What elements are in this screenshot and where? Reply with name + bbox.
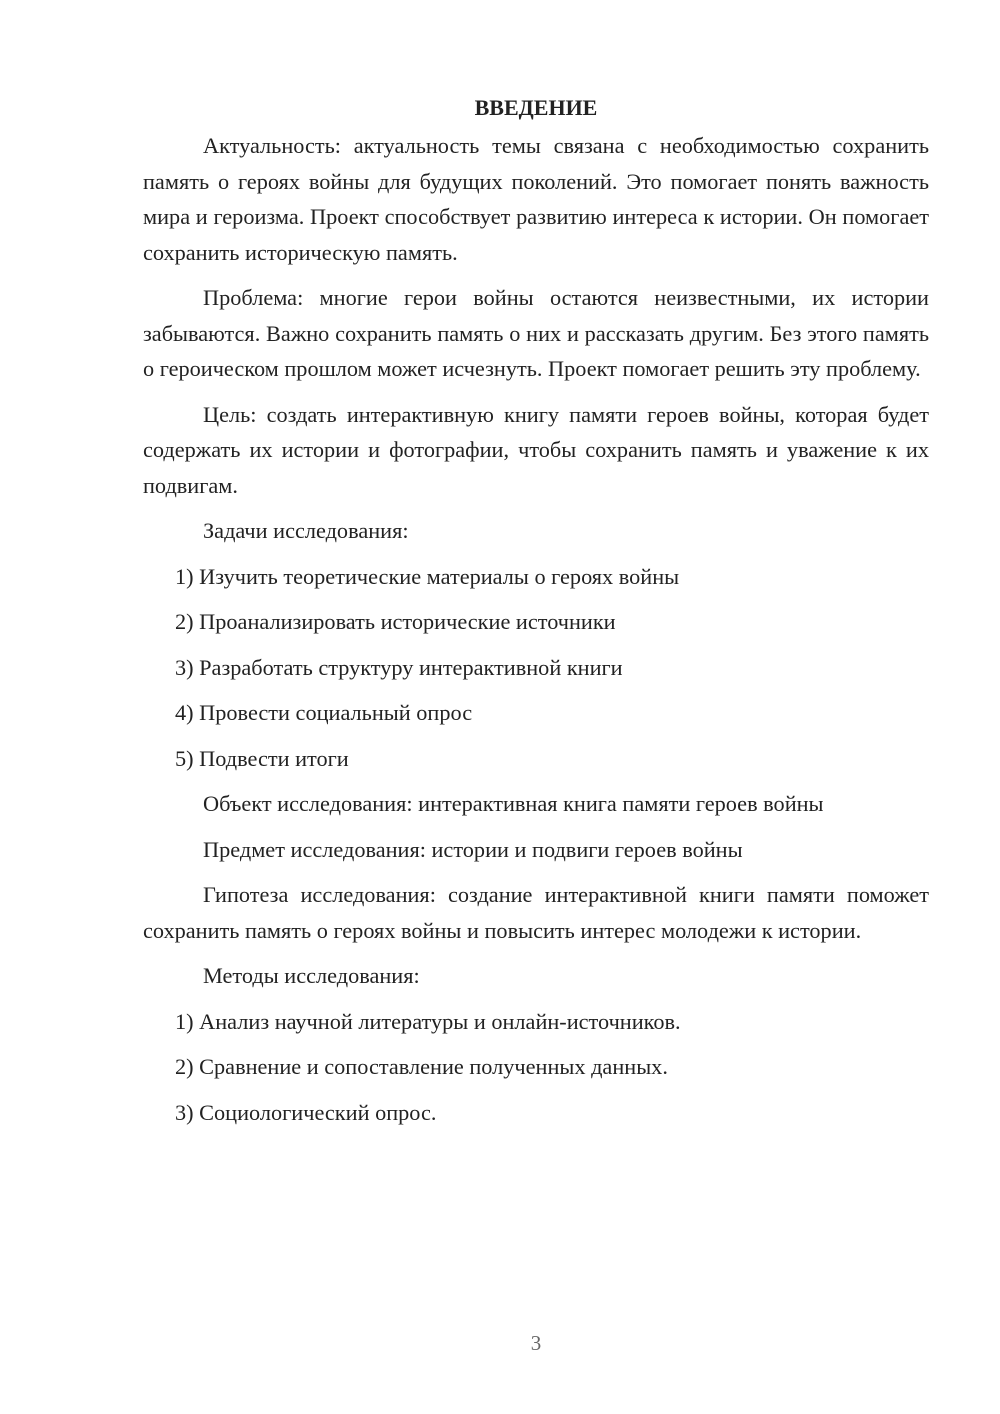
section-title: ВВЕДЕНИЕ — [474, 95, 598, 120]
problem-paragraph: Проблема: многие герои войны остаются неизвестными, их истории забываются. Важно сохранить память о них и рассказать другим. Без этого память о героическом прошлом может исчезнуть. Проект помогает решить эту проблему. — [143, 285, 929, 381]
method-item: 3) Социологический опрос. — [175, 1099, 437, 1125]
method-item: 1) Анализ научной литературы и онлайн-источников. — [175, 1008, 681, 1034]
task-item: 4) Провести социальный опрос — [175, 700, 473, 725]
goal-paragraph: Цель: создать интерактивную книгу памяти героев войны, которая будет содержать их истории и фотографии, чтобы сохранить память и уважение к их подвигам. — [143, 401, 929, 498]
tasks-heading: Задачи исследования: — [203, 518, 409, 543]
task-item: 5) Подвести итоги — [175, 745, 349, 771]
document-page — [143, 90, 929, 1140]
hypothesis-paragraph: Гипотеза исследования: создание интерактивной книги памяти поможет сохранить память о героях войны и повысить интерес молодежи к истории. — [143, 882, 929, 943]
task-item: 3) Разработать структуру интерактивной книги — [175, 654, 623, 680]
task-item: 1) Изучить теоретические материалы о героях войны — [175, 563, 680, 589]
methods-heading: Методы исследования: — [203, 963, 420, 988]
research-object: Объект исследования: интерактивная книга памяти героев войны — [203, 791, 824, 816]
research-subject: Предмет исследования: истории и подвиги героев войны — [203, 836, 743, 862]
page-number: 3 — [530, 1331, 542, 1355]
task-item: 2) Проанализировать исторические источники — [175, 609, 616, 634]
method-item: 2) Сравнение и сопоставление полученных данных. — [175, 1054, 668, 1079]
relevance-paragraph: Актуальность: актуальность темы связана с необходимостью сохранить память о героях войны для будущих поколений. Это помогает понять важность мира и героизма. Проект способствует развитию интереса к истории. Он помогает сохранить историческую память. — [143, 133, 929, 265]
